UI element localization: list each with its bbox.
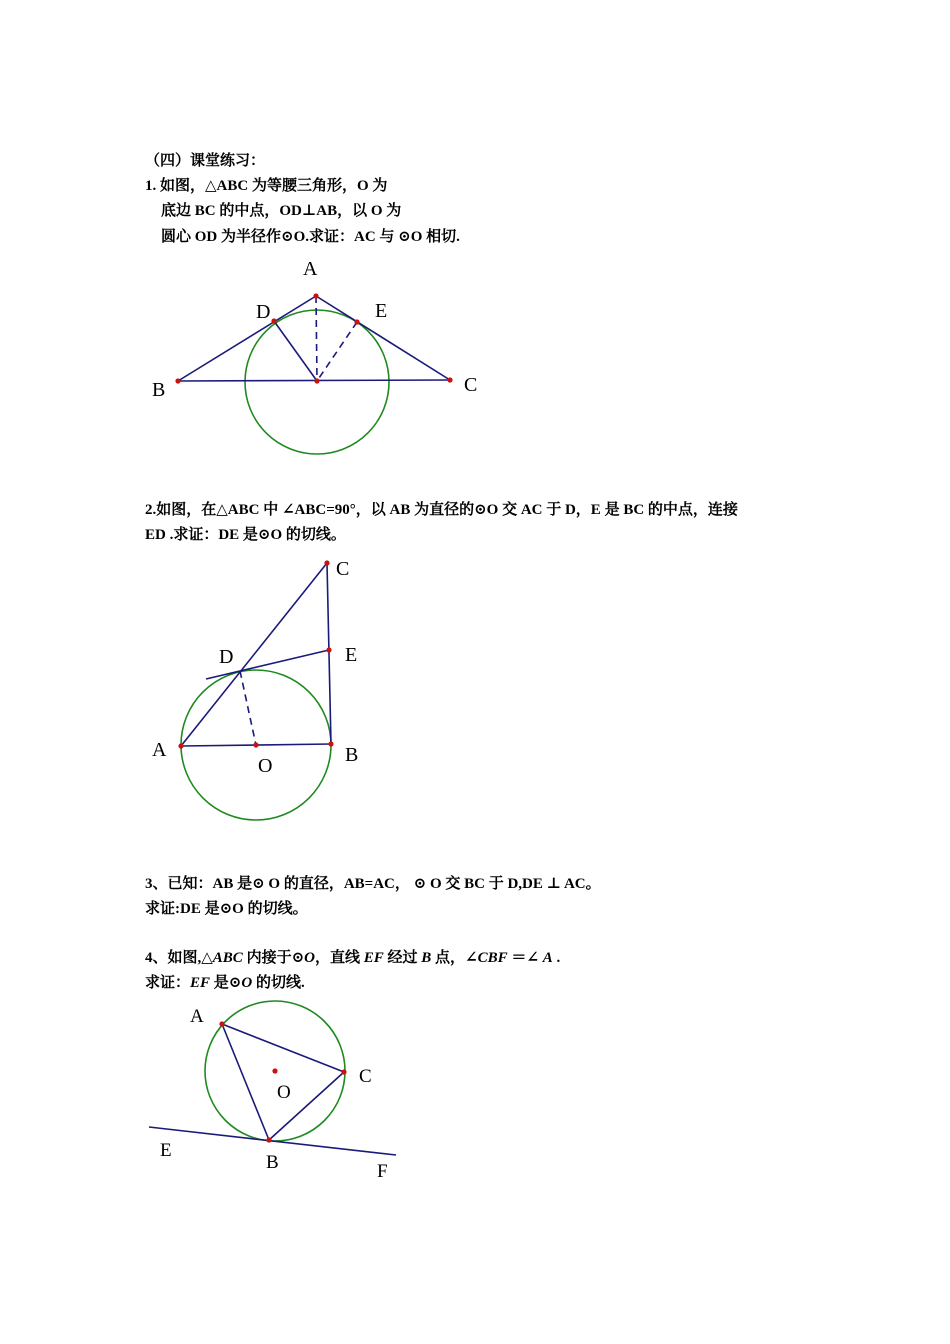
fig2-point-o — [253, 742, 258, 747]
fig1-label-d: D — [256, 301, 271, 323]
fig2-label-c: C — [336, 558, 350, 580]
p4-text: 点，∠ — [431, 950, 478, 966]
p4-text: 经过 — [383, 950, 422, 966]
fig4-label-b: B — [266, 1152, 279, 1173]
fig2-label-b: B — [345, 744, 359, 766]
fig4-point-b — [266, 1137, 271, 1142]
problem2-line1: 2.如图，在△ABC 中 ∠ABC=90°，以 AB 为直径的⊙O 交 AC 于 D，E 是 BC 的中点，连接 — [145, 502, 738, 518]
fig2-label-e: E — [345, 644, 358, 666]
p4-text: 的切线. — [252, 975, 305, 991]
fig1-segment-od — [274, 321, 317, 381]
p4-text: ABC — [212, 950, 243, 966]
p4-text: 求证： — [145, 975, 191, 991]
fig1-point-e — [354, 319, 359, 324]
fig2-point-a — [178, 743, 183, 748]
p4-text: O — [304, 950, 315, 966]
figure-2 — [152, 558, 358, 820]
fig4-label-a: A — [190, 1006, 204, 1027]
p4-text: B — [421, 950, 432, 966]
fig2-label-a: A — [152, 739, 167, 761]
fig4-label-e: E — [160, 1140, 172, 1161]
fig1-point-b — [175, 378, 180, 383]
p4-text: ，直线 — [314, 950, 364, 966]
fig4-label-c: C — [359, 1066, 372, 1087]
fig4-point-o — [272, 1068, 277, 1073]
fig1-segment-bc — [178, 380, 450, 381]
fig2-label-o: O — [258, 755, 273, 777]
fig1-label-b: B — [152, 379, 166, 401]
section-title: （四）课堂练习： — [145, 153, 266, 169]
fig2-point-c — [324, 560, 329, 565]
fig4-segment-ab — [222, 1024, 269, 1140]
fig4-label-o: O — [277, 1082, 291, 1103]
problem3-line1: 3、已知：AB 是⊙ O 的直径，AB=AC， ⊙ O 交 BC 于 D,DE ⊥ AC。 — [145, 876, 601, 892]
p4-text: CBF — [477, 950, 508, 966]
fig4-point-a — [219, 1021, 224, 1026]
fig1-point-d — [271, 318, 276, 323]
problem2-line2: ED .求证：DE 是⊙O 的切线。 — [145, 527, 346, 543]
p4-text: 是⊙ — [210, 975, 242, 991]
fig1-dashed-oe — [317, 322, 357, 381]
fig1-label-c: C — [464, 374, 478, 396]
fig1-point-a — [313, 293, 318, 298]
fig1-point-o — [314, 378, 319, 383]
fig2-segment-ac — [181, 563, 327, 746]
fig2-point-e — [326, 647, 331, 652]
fig2-dashed-od — [240, 671, 256, 745]
p4-text: A — [542, 950, 553, 966]
fig1-dashed-ao — [316, 296, 317, 381]
figure-1 — [152, 258, 477, 454]
p4-text: O — [241, 975, 253, 991]
fig1-label-a: A — [303, 258, 318, 280]
fig2-label-d: D — [219, 646, 234, 668]
problem3-line2: 求证:DE 是⊙O 的切线。 — [145, 901, 308, 917]
p4-text: EF — [363, 950, 384, 966]
figure-4 — [149, 1001, 396, 1182]
fig4-point-c — [341, 1069, 346, 1074]
p4-text: . — [552, 950, 561, 966]
problem1-line2: 底边 BC 的中点，OD⊥AB，以 O 为 — [161, 203, 402, 219]
problem1-line1: 1. 如图，△ABC 为等腰三角形，O 为 — [145, 178, 388, 194]
fig4-segment-ac — [222, 1024, 344, 1072]
fig2-segment-cb — [327, 563, 331, 744]
p4-text: ＝∠ — [507, 950, 543, 966]
p4-text: 内接于⊙ — [242, 950, 305, 966]
problem1-line3: 圆心 OD 为半径作⊙O.求证：AC 与 ⊙O 相切. — [161, 229, 460, 245]
fig4-line-ef — [149, 1127, 396, 1155]
fig2-point-b — [328, 741, 333, 746]
fig1-point-c — [447, 377, 452, 382]
fig1-label-e: E — [375, 300, 388, 322]
fig4-label-f: F — [377, 1161, 388, 1182]
p4-text: 4、如图,△ — [145, 950, 213, 966]
p4-text: EF — [190, 975, 211, 991]
